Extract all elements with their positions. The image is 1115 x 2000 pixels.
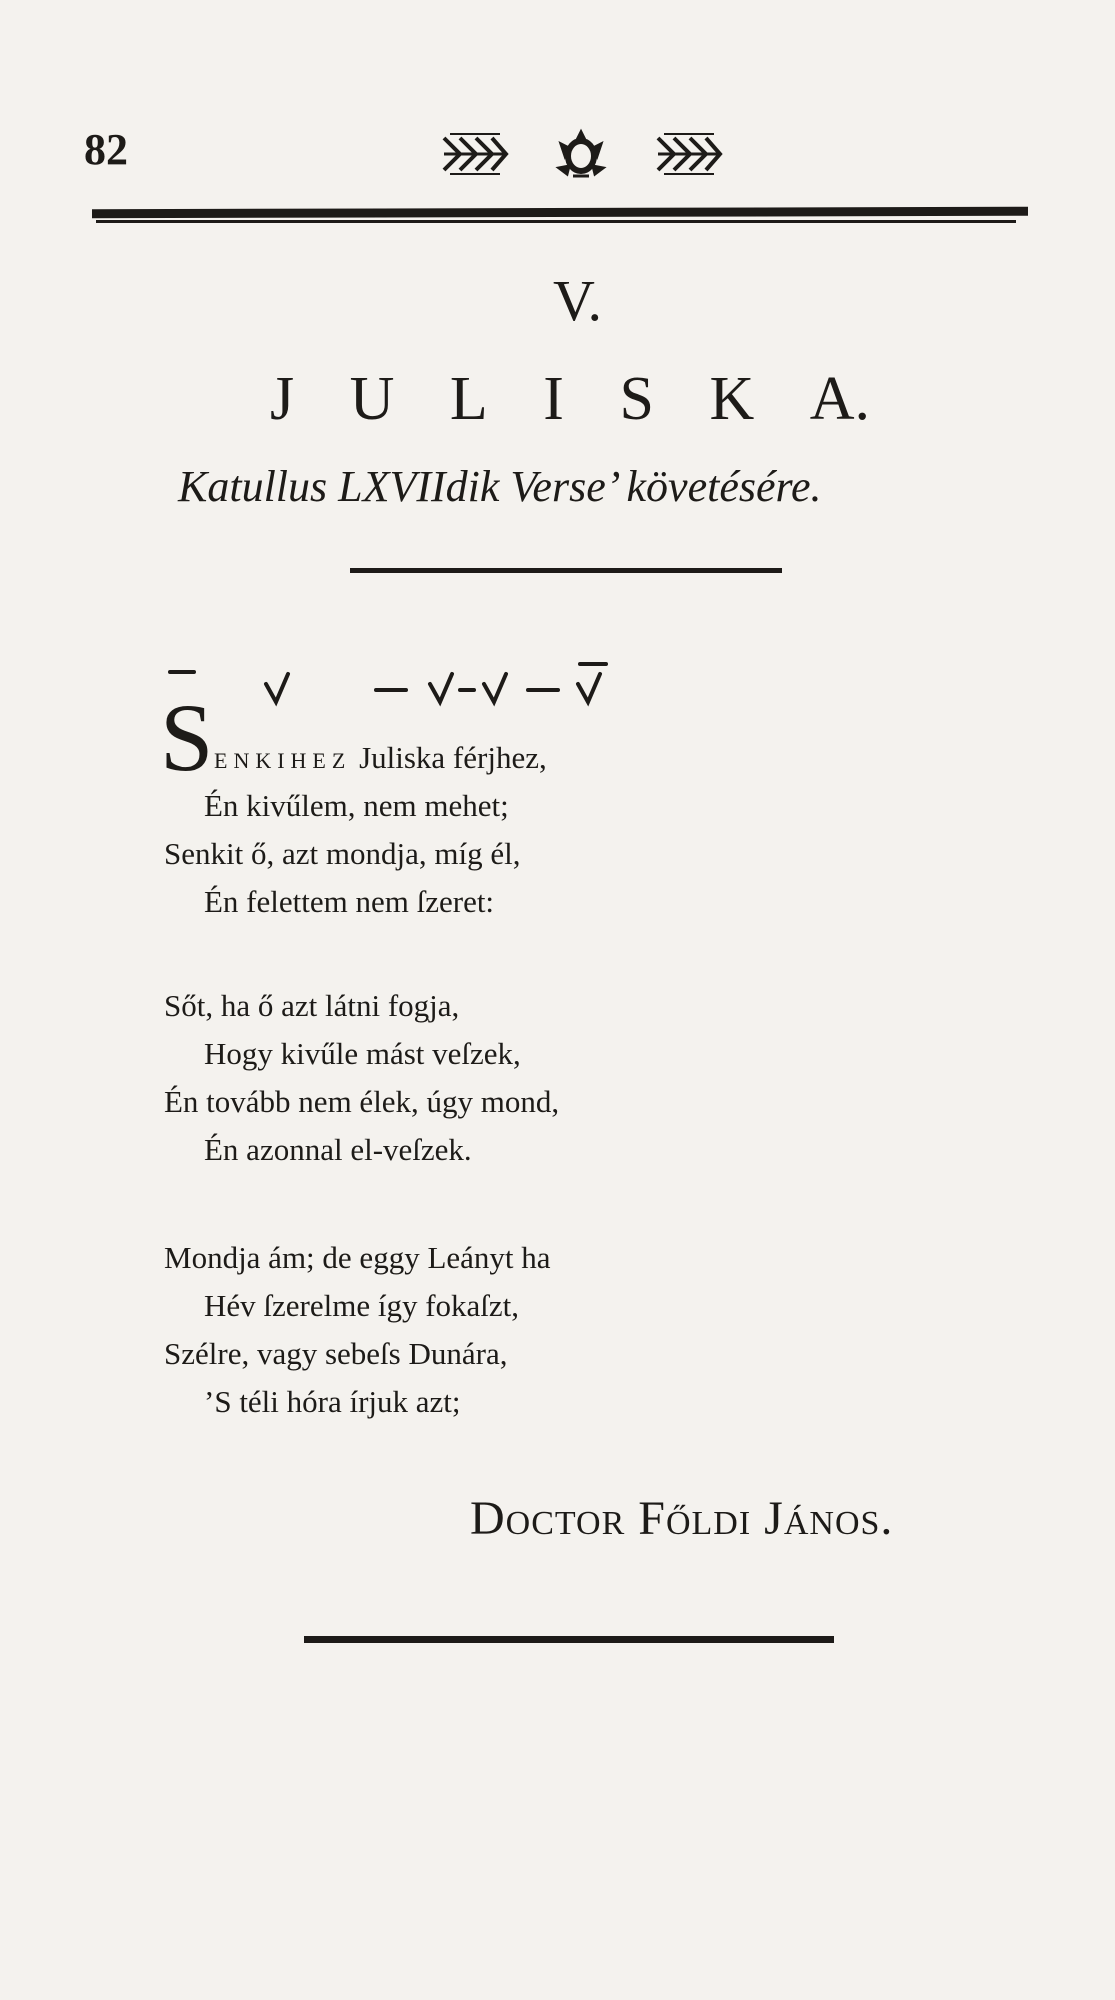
poem-line: Senkit ő, azt mondja, míg él, — [164, 836, 521, 871]
header-rule-thick — [92, 207, 1028, 218]
title-divider-rule — [350, 568, 782, 573]
poem-line: Én azonnal el-veſzek. — [204, 1132, 472, 1167]
poem-line: Mondja ám; de eggy Leányt ha — [164, 1240, 551, 1275]
drop-cap: S — [160, 684, 214, 791]
title-letter: J — [270, 365, 295, 433]
poem-subtitle: Katullus LXVIIdik Verse’ követésére. — [178, 462, 822, 511]
title-letter: U — [349, 365, 395, 433]
title-letter: A. — [809, 365, 870, 433]
poem-line: Én tovább nem élek, úgy mond, — [164, 1084, 560, 1119]
woven-knot-ornament-icon — [440, 128, 510, 180]
poem-line: ’S téli hóra írjuk azt; — [204, 1384, 461, 1419]
title-letter: I — [543, 365, 564, 433]
poem-line: Én kivűlem, nem mehet; — [204, 788, 509, 823]
section-numeral: V. — [553, 268, 602, 333]
author-signature: Doctor Főldi János. — [470, 1492, 894, 1545]
first-word-caps: ENKIHEZ — [214, 748, 352, 773]
title-letter: L — [449, 365, 488, 433]
footer-rule — [304, 1636, 834, 1643]
poem-line: Hév ſzerelme így fokaſzt, — [204, 1288, 520, 1323]
poem-line: Hogy kivűle mást veſzek, — [204, 1036, 521, 1071]
page-number: 82 — [84, 125, 128, 174]
title-letter: S — [619, 365, 654, 433]
first-line-rest: Juliska férjhez, — [351, 740, 547, 775]
title-letter: K — [709, 365, 755, 433]
poem-line: Sőt, ha ő azt látni fogja, — [164, 988, 460, 1023]
poem-line: Szélre, vagy sebeſs Dunára, — [164, 1336, 508, 1371]
header-rule-thin — [96, 220, 1016, 223]
poem-title — [270, 365, 870, 433]
metrical-scansion-marks — [158, 650, 658, 710]
poem-line: Én felettem nem ſzeret: — [204, 884, 495, 919]
poem-line-1 — [214, 742, 547, 773]
woven-knot-ornament-icon — [654, 128, 724, 180]
rosette-ornament-icon — [553, 128, 609, 180]
